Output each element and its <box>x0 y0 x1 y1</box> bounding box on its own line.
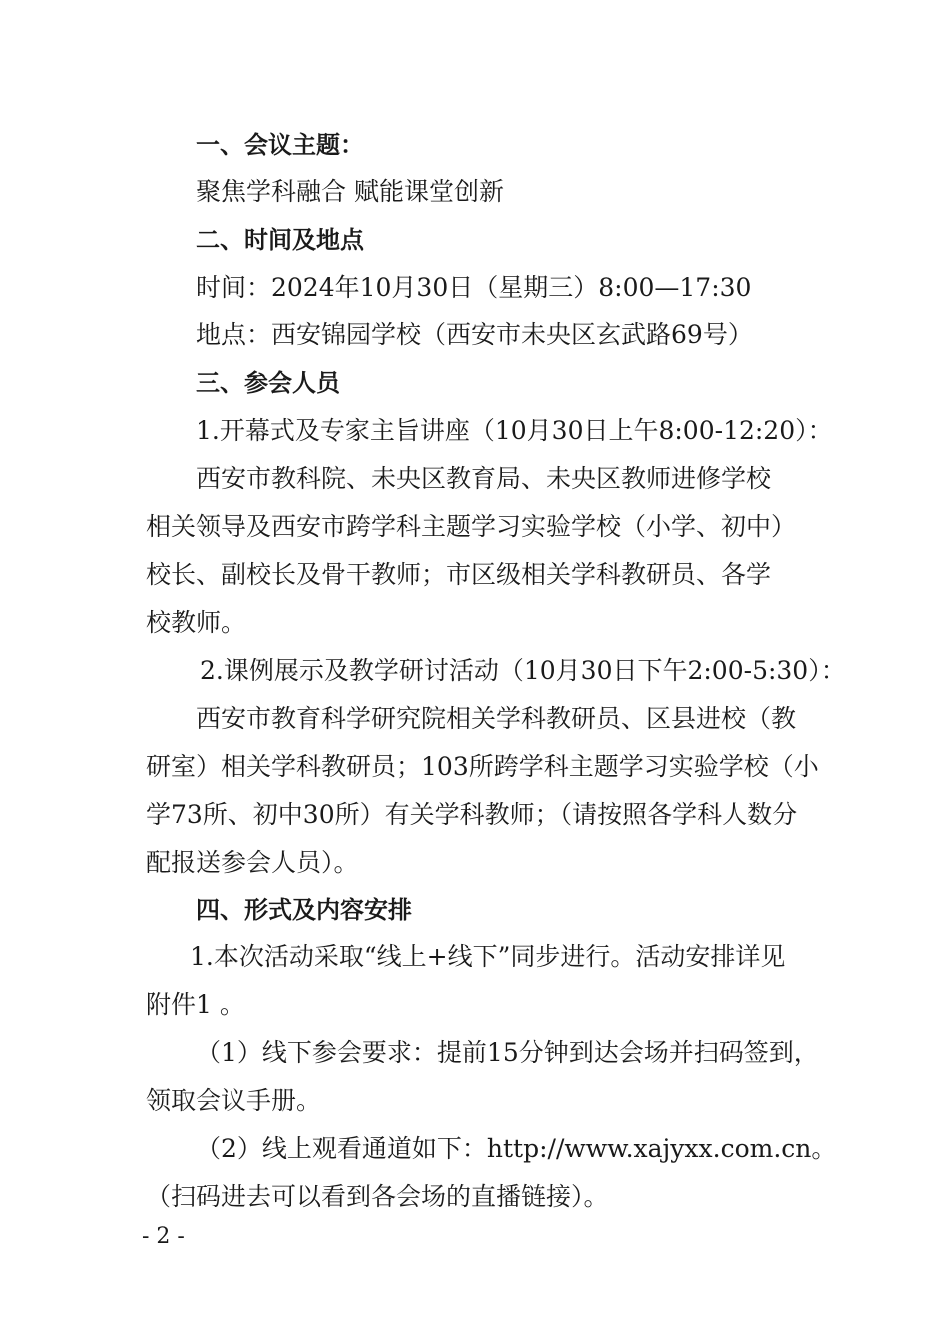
section-2-heading: 二、时间及地点 <box>196 226 364 254</box>
attendee-item-1-title: 1.开幕式及专家主旨讲座（10月30日上午8:00-12:20）： <box>196 416 833 445</box>
format-item-1-line: 1.本次活动采取“线上+线下”同步进行。活动安排详见 <box>190 942 786 971</box>
location-line: 地点：西安锦园学校（西安市未央区玄武路69号） <box>196 320 753 349</box>
section-1-heading: 一、会议主题： <box>196 131 364 159</box>
section-1-text: 聚焦学科融合 赋能课堂创新 <box>196 177 504 206</box>
page-number: - 2 - <box>142 1224 185 1249</box>
offline-requirement-line: 领取会议手册。 <box>146 1086 322 1115</box>
online-channel-note: （扫码进去可以看到各会场的直播链接）。 <box>146 1182 609 1211</box>
attendee-item-2-line: 学73所、初中30所）有关学科教师；（请按照各学科人数分 <box>146 800 798 829</box>
format-item-1-line: 附件1 。 <box>146 990 245 1019</box>
attendee-item-1-line: 相关领导及西安市跨学科主题学习实验学校（小学、初中） <box>146 512 797 541</box>
attendee-item-2-title: 2.课例展示及教学研讨活动（10月30日下午2:00-5:30）： <box>200 656 846 685</box>
attendee-item-1-line: 校教师。 <box>146 608 247 637</box>
offline-requirement-line: （1）线下参会要求：提前15分钟到达会场并扫码签到， <box>196 1038 819 1067</box>
attendee-item-2-line: 西安市教育科学研究院相关学科教研员、区县进校（教 <box>196 704 797 733</box>
attendee-item-1-line: 校长、副校长及骨干教师；市区级相关学科教研员、各学 <box>146 560 772 589</box>
online-channel-line: （2）线上观看通道如下：http://www.xajyxx.com.cn。 <box>196 1134 837 1163</box>
attendee-item-2-line: 配报送参会人员）。 <box>146 848 359 877</box>
section-3-heading: 三、参会人员 <box>196 369 340 397</box>
section-4-heading: 四、形式及内容安排 <box>196 896 412 924</box>
attendee-item-1-line: 西安市教科院、未央区教育局、未央区教师进修学校 <box>196 464 772 493</box>
time-line: 时间：2024年10月30日（星期三）8:00—17:30 <box>196 273 752 302</box>
attendee-item-2-line: 研室）相关学科教研员；103所跨学科主题学习实验学校（小 <box>146 752 819 781</box>
